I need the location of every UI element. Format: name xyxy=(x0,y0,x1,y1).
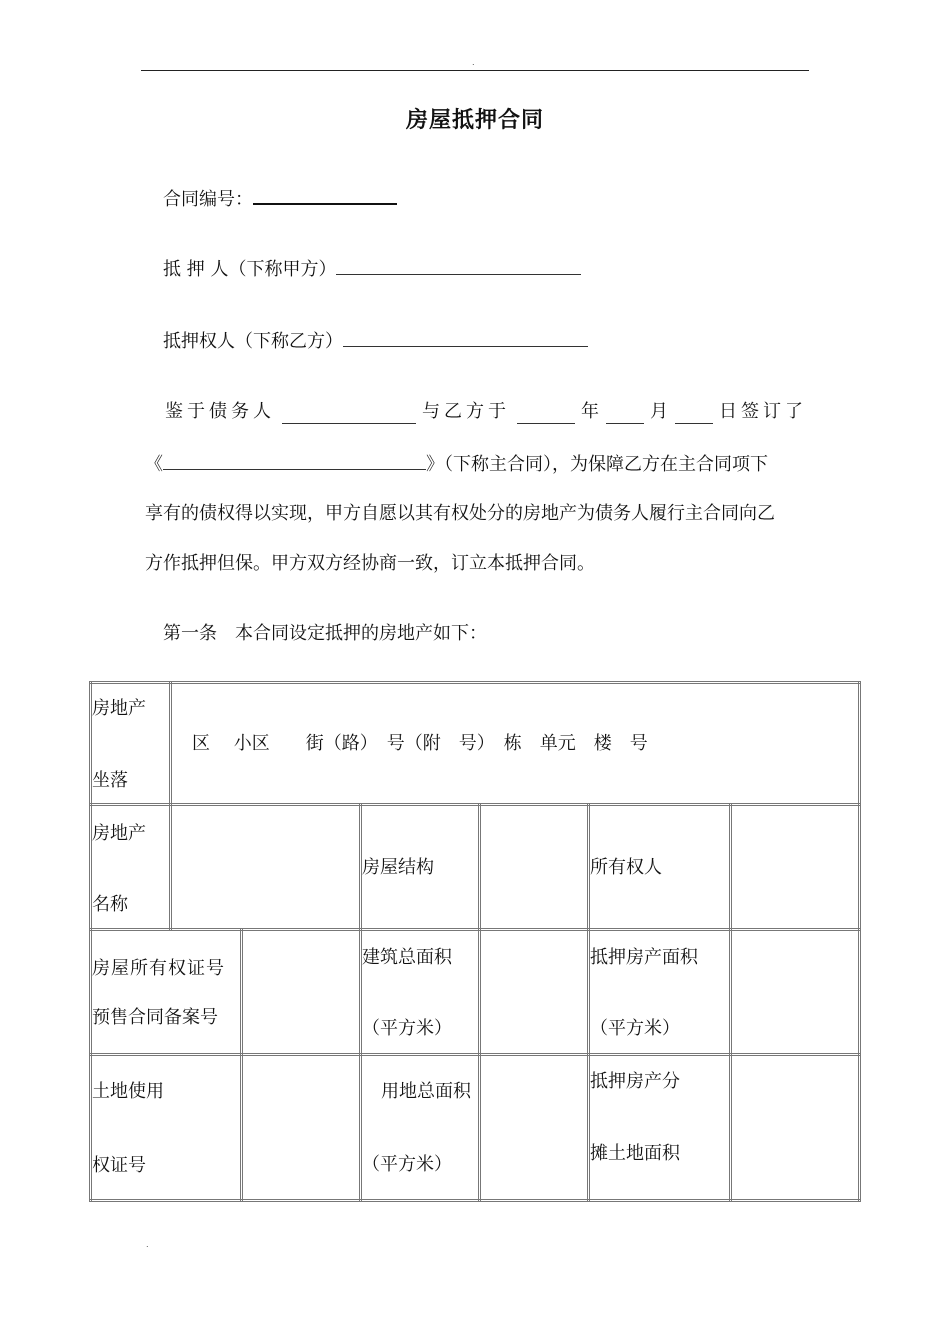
preamble-line-2 xyxy=(145,451,807,477)
location-label-1: 房地产 xyxy=(92,698,146,719)
shared-land-label-1: 抵押房产分 xyxy=(590,1071,680,1092)
month-blank[interactable] xyxy=(606,405,644,424)
mortgagee-line xyxy=(163,328,588,354)
preamble-date-label: 与乙方于 xyxy=(422,401,510,422)
table-border-bottom xyxy=(89,1199,861,1202)
mortgagor-line xyxy=(163,256,581,282)
ownership-cert-label: 房屋所有权证号 xyxy=(92,958,225,979)
table-col-divider xyxy=(729,803,732,1202)
table-border-left xyxy=(89,681,92,1202)
property-table xyxy=(89,681,861,1203)
land-use-label-2: 权证号 xyxy=(92,1155,146,1176)
property-name-label-1: 房地产 xyxy=(92,823,146,844)
land-area-label: 用地总面积 xyxy=(381,1081,471,1102)
table-col-divider xyxy=(169,681,172,931)
presale-record-label: 预售合同备案号 xyxy=(92,1007,218,1028)
signed-label: 日签订了 xyxy=(719,401,807,422)
address-template: 区 小区 街（路） 号（附 号） 栋 单元 楼 号 xyxy=(192,733,648,754)
main-contract-text: 》（下称主合同），为保障乙方在主合同项下 xyxy=(426,454,768,475)
month-label: 月 xyxy=(650,401,668,422)
table-row-divider xyxy=(89,803,861,806)
contract-number-blank[interactable] xyxy=(253,185,397,205)
mortgaged-area-unit: （平方米） xyxy=(590,1018,680,1039)
property-name-label-2: 名称 xyxy=(92,894,128,915)
year-blank[interactable] xyxy=(517,405,575,424)
table-row-divider xyxy=(89,1053,861,1056)
open-bracket: 《 xyxy=(145,454,163,475)
preamble-line-1 xyxy=(165,400,807,424)
building-area-label: 建筑总面积 xyxy=(362,947,452,968)
preamble-line-4: 方作抵押但保。甲方双方经协商一致，订立本抵押合同。 xyxy=(145,553,595,574)
preamble-paragraph xyxy=(145,400,807,590)
header-rule xyxy=(141,70,809,71)
header-dot: . xyxy=(472,58,475,67)
mortgaged-area-label: 抵押房产面积 xyxy=(590,947,698,968)
land-area-unit: （平方米） xyxy=(362,1154,452,1175)
table-row-divider xyxy=(89,928,861,931)
location-label-2: 坐落 xyxy=(92,770,128,791)
main-contract-blank[interactable] xyxy=(163,451,426,470)
preamble-debtor-label: 鉴于债务人 xyxy=(165,401,275,422)
land-use-label-1: 土地使用 xyxy=(92,1081,164,1102)
article-1-heading: 第一条 本合同设定抵押的房地产如下： xyxy=(163,623,487,644)
contract-number-label: 合同编号： xyxy=(163,189,253,210)
table-border-top xyxy=(89,681,861,684)
debtor-blank[interactable] xyxy=(282,405,416,424)
day-blank[interactable] xyxy=(675,405,713,424)
footer-dot: . xyxy=(146,1240,149,1249)
contract-number-line xyxy=(163,185,397,212)
shared-land-label-2: 摊土地面积 xyxy=(590,1143,680,1164)
table-col-divider xyxy=(478,803,481,1202)
owner-label: 所有权人 xyxy=(590,857,662,878)
year-label: 年 xyxy=(581,401,599,422)
table-col-divider xyxy=(240,928,243,1202)
building-area-unit: （平方米） xyxy=(362,1018,452,1039)
mortgagor-label: 抵 押 人（下称甲方） xyxy=(163,259,337,280)
table-border-right xyxy=(858,681,861,1202)
structure-label: 房屋结构 xyxy=(362,857,434,878)
document-title: 房屋抵押合同 xyxy=(405,108,544,133)
mortgagee-label: 抵押权人（下称乙方） xyxy=(163,331,343,352)
mortgagor-blank[interactable] xyxy=(336,256,581,275)
mortgagee-blank[interactable] xyxy=(343,328,588,347)
preamble-line-3: 享有的债权得以实现，甲方自愿以其有权处分的房地产为债务人履行主合同向乙 xyxy=(145,503,775,524)
